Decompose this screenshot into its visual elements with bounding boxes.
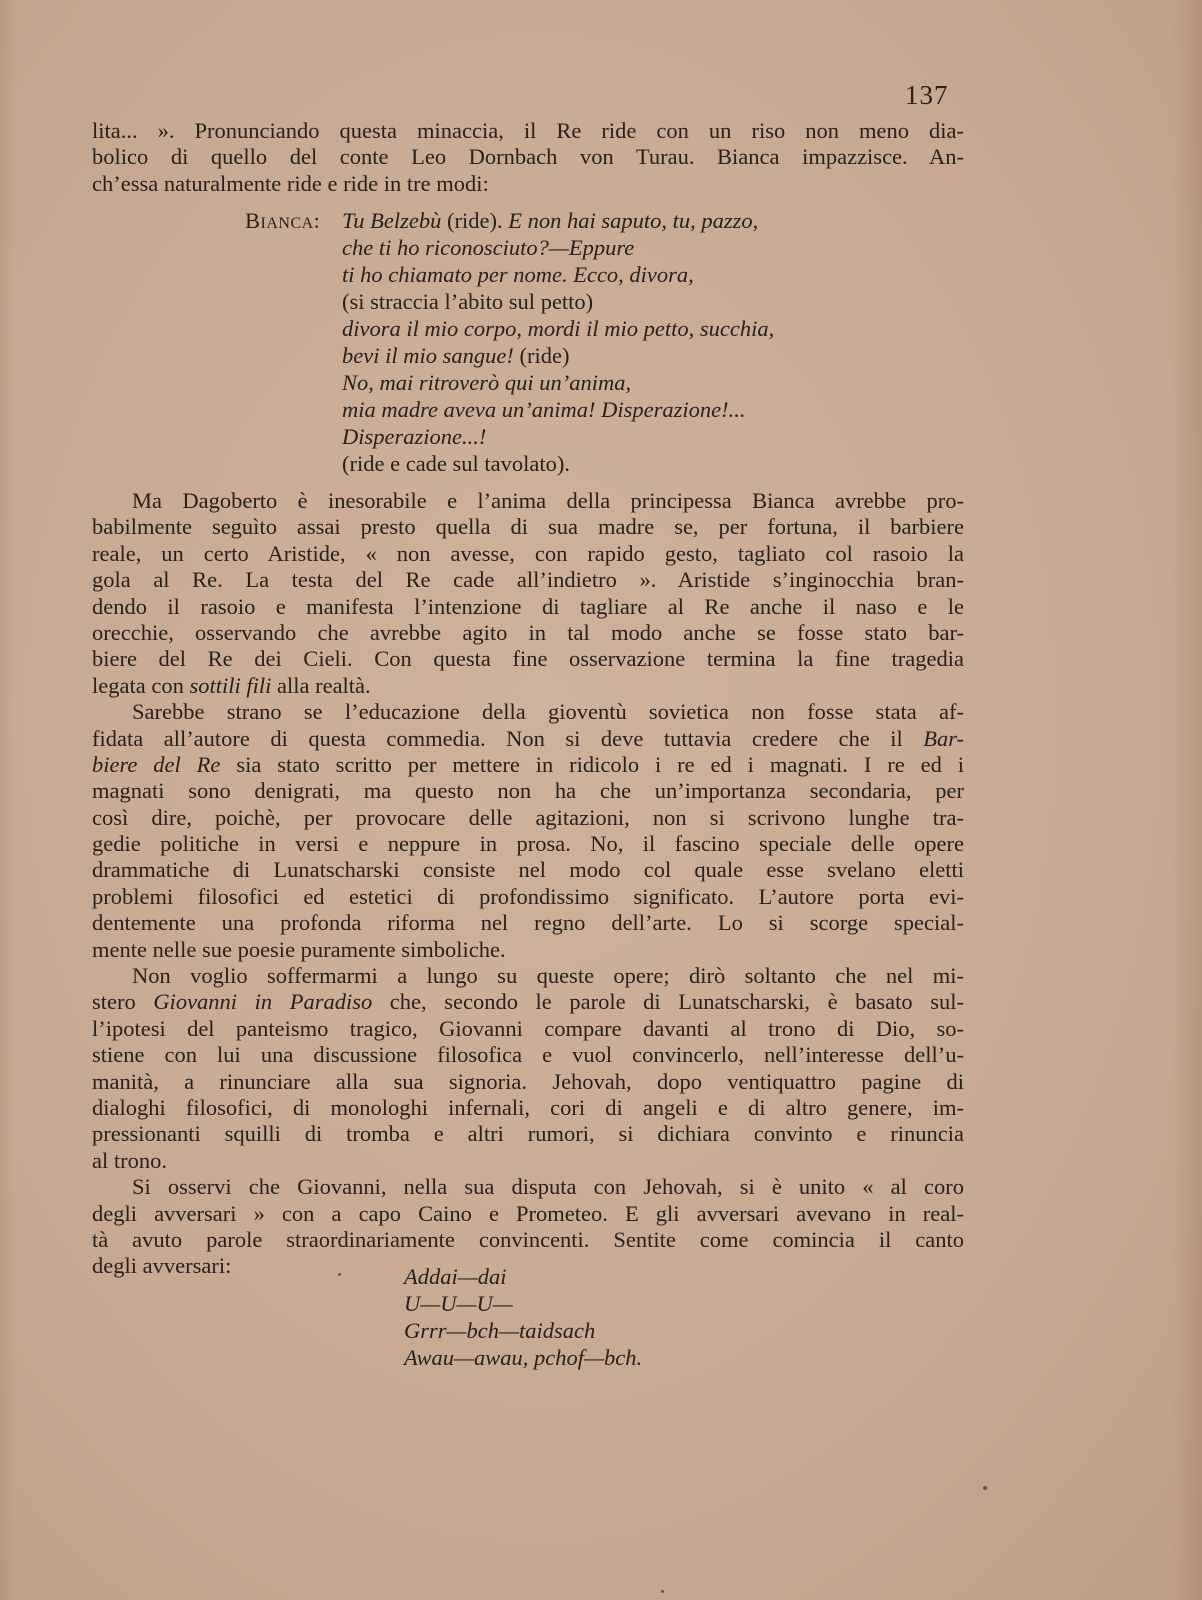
text-line: mente nelle sue poesie puramente simboliche. (92, 936, 506, 962)
text-line: dendo il rasoio e manifesta l’intenzione di tagliare al Re anche il naso e le (92, 593, 964, 619)
verse-line: (ride e cade sul tavolato). (342, 451, 571, 476)
verse-line: mia madre aveva un’anima! Disperazione!... (342, 397, 746, 422)
text-line: pressionanti squilli di tromba e altri rumori, si dichiara convinto e rinuncia (92, 1121, 964, 1147)
text-line: gedie politiche in versi e neppure in prosa. No, il fascino speciale delle opere (92, 831, 964, 857)
verse-line: U—U—U— (404, 1291, 513, 1316)
paper-speck (983, 1486, 987, 1490)
paper-speck (661, 1590, 664, 1593)
verse-line: Awau—awau, pchof—bch. (404, 1345, 643, 1370)
speaker-label: Bianca: (245, 208, 321, 233)
text-line: dentemente una profonda riforma nel regno dell’arte. Lo si scorge special- (92, 910, 964, 936)
text-line: degli avversari » con a capo Caino e Prometeo. E gli avversari avevano in real- (92, 1200, 964, 1226)
page-shadow-left (0, 0, 14, 1600)
verse-line: (si straccia l’abito sul petto) (342, 289, 594, 314)
text-line: babilmente seguìto assai presto quella di sua madre se, per fortuna, il barbiere (92, 514, 964, 540)
text-line: al trono. (92, 1147, 167, 1173)
text-line: bolico di quello del conte Leo Dornbach von Turau. Bianca impazzisce. An- (92, 144, 964, 170)
text-line: fidata all’autore di questa commedia. Non si deve tuttavia credere che il Bar- (92, 725, 964, 751)
text-line: reale, un certo Aristide, « non avesse, con rapido gesto, tagliato col rasoio la (92, 540, 964, 566)
opening-paragraph (92, 118, 964, 197)
text-line: degli avversari: (92, 1253, 232, 1279)
verse-line: Grrr—bch—taidsach (404, 1318, 596, 1343)
text-line: tà avuto parole straordinariamente convincenti. Sentite come comincia il canto (92, 1226, 964, 1252)
text-line: Non voglio soffermarmi a lungo su queste opere; dirò soltanto che nel mi- (132, 963, 964, 989)
text-line: lita... ». Pronunciando questa minaccia, il Re ride con un riso non meno dia- (92, 118, 964, 143)
text-line: ch’essa naturalmente ride e ride in tre modi: (92, 170, 489, 196)
verse-line: ti ho chiamato per nome. Ecco, divora, (342, 262, 694, 287)
text-line: problemi filosofici ed estetici di profondissimo significato. L’autore porta evi- (92, 883, 964, 909)
paper-speck (338, 1273, 341, 1276)
verse-line: No, mai ritroverò qui un’anima, (342, 370, 632, 395)
text-line: così dire, poichè, per provocare delle agitazioni, non si scrivono lunghe tra- (92, 804, 964, 830)
text-line: gola al Re. La testa del Re cade all’indietro ». Aristide s’inginocchia bran- (92, 567, 964, 593)
verse-line: bevi il mio sangue! (ride) (342, 343, 570, 368)
text-line: magnati sono denigrati, ma questo non ha che un’importanza secondaria, per (92, 778, 964, 804)
verse-line: divora il mio corpo, mordi il mio petto, succhia, (342, 316, 775, 341)
text-line: manità, a rinunciare alla sua signoria. Jehovah, dopo ventiquattro pagine di (92, 1068, 964, 1094)
text-line: dialoghi filosofici, di monologhi infernali, cori di angeli e di altro genere, im- (92, 1094, 964, 1120)
verse-line: Disperazione...! (342, 424, 487, 449)
text-line: biere del Re dei Cieli. Con questa fine osservazione termina la fine tragedia (92, 646, 964, 672)
text-line: drammatiche di Lunatscharski consiste nel modo col quale esse svelano eletti (92, 857, 964, 883)
verse-line: Addai—dai (404, 1264, 507, 1289)
text-line: orecchie, osservando che avrebbe agito in tal modo anche se fosse stato bar- (92, 619, 964, 645)
text-line: legata con sottili fili alla realtà. (92, 672, 371, 698)
text-line: stiene con lui una discussione filosofica e vuol convincerlo, nell’interesse dell’u- (92, 1042, 964, 1068)
verse-line: Tu Belzebù (ride). E non hai saputo, tu, pazzo, (342, 208, 759, 233)
text-line: l’ipotesi del panteismo tragico, Giovanni compare davanti al trono di Dio, so- (92, 1015, 964, 1041)
text-line: Si osservi che Giovanni, nella sua disputa con Jehovah, si è unito « al coro (132, 1174, 964, 1200)
verse-line: che ti ho riconosciuto?—Eppure (342, 235, 635, 260)
text-line: stero Giovanni in Paradiso che, secondo le parole di Lunatscharski, è basato sul- (92, 989, 964, 1015)
text-line: biere del Re sia stato scritto per mettere in ridicolo i re ed i magnati. I re ed i (92, 751, 964, 777)
page-number: 137 (905, 80, 949, 110)
body-text (92, 488, 964, 1280)
text-line: Ma Dagoberto è inesorabile e l’anima della principessa Bianca avrebbe pro- (132, 488, 964, 513)
text-line: Sarebbe strano se l’educazione della gioventù sovietica non fosse stata af- (132, 699, 964, 725)
page-shadow-right (1172, 0, 1202, 1600)
